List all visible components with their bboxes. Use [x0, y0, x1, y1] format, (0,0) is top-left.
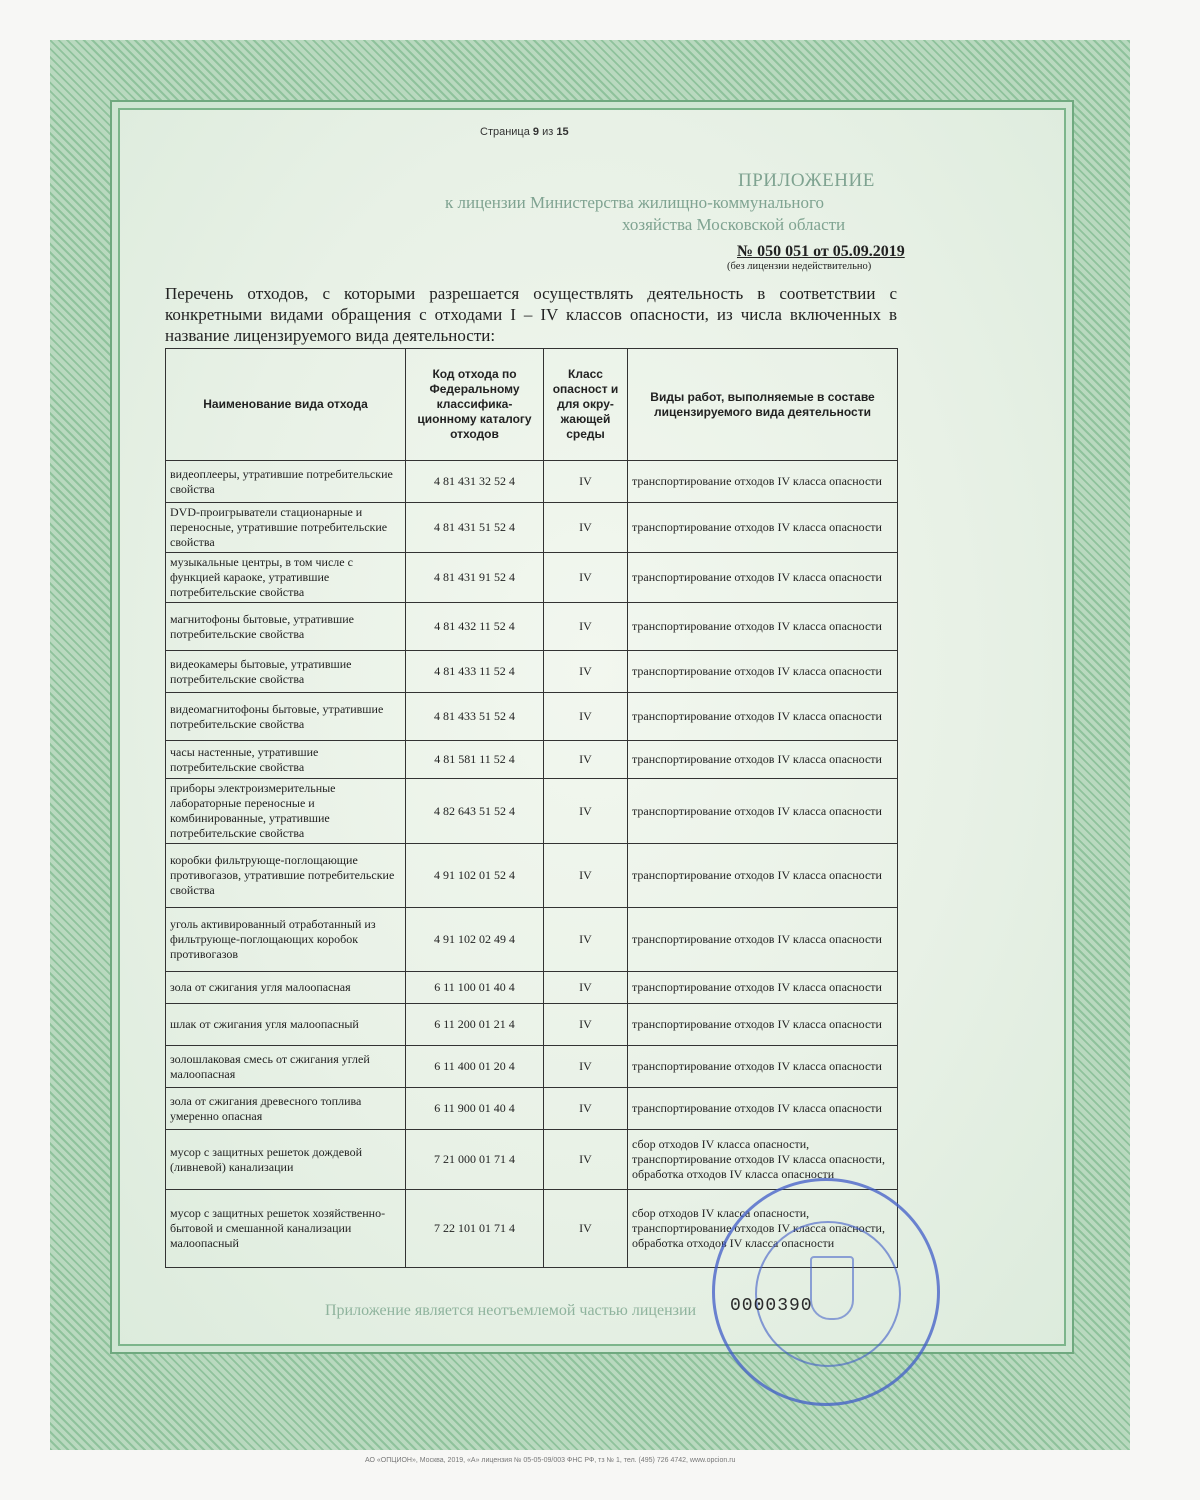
work-type-cell: транспортирование отходов IV класса опасности — [628, 603, 898, 651]
header-waste-code: Код отхода по Федеральному классифика-ционному каталогу отходов — [406, 349, 544, 461]
table-row — [166, 779, 898, 844]
work-type-cell: транспортирование отходов IV класса опасности — [628, 908, 898, 972]
license-note: (без лицензии недействительно) — [727, 261, 872, 272]
seal-emblem — [810, 1256, 854, 1320]
hazard-class-cell: IV — [544, 908, 628, 972]
table-row — [166, 1046, 898, 1088]
hazard-class-cell: IV — [544, 1190, 628, 1268]
waste-name-cell: зола от сжигания угля малоопасная — [166, 972, 406, 1004]
hazard-class-cell: IV — [544, 779, 628, 844]
waste-name-cell: магнитофоны бытовые, утратившие потребительские свойства — [166, 603, 406, 651]
footer-note: Приложение является неотъемлемой частью лицензии — [325, 1302, 697, 1319]
waste-table — [165, 348, 898, 1268]
page-number: Страница 9 из 15 — [480, 126, 569, 138]
table-row — [166, 1004, 898, 1046]
work-type-cell: транспортирование отходов IV класса опасности — [628, 503, 898, 553]
waste-code-cell: 4 91 102 01 52 4 — [406, 844, 544, 908]
waste-code-cell: 4 81 433 11 52 4 — [406, 651, 544, 693]
table-row — [166, 741, 898, 779]
waste-name-cell: мусор с защитных решеток дождевой (ливневой) канализации — [166, 1130, 406, 1190]
work-type-cell: транспортирование отходов IV класса опасности — [628, 1004, 898, 1046]
table-row — [166, 603, 898, 651]
table-row — [166, 553, 898, 603]
work-type-cell: транспортирование отходов IV класса опасности — [628, 693, 898, 741]
appendix-subtitle-line1: к лицензии Министерства жилищно-коммунального — [445, 193, 825, 212]
table-row — [166, 908, 898, 972]
waste-code-cell: 6 11 400 01 20 4 — [406, 1046, 544, 1088]
table-row — [166, 844, 898, 908]
waste-name-cell: музыкальные центры, в том числе с функцией караоке, утратившие потребительские свойства — [166, 553, 406, 603]
work-type-cell: сбор отходов IV класса опасности, транспортирование отходов IV класса опасности, обработка отходов IV класса опасности — [628, 1190, 898, 1268]
hazard-class-cell: IV — [544, 461, 628, 503]
hazard-class-cell: IV — [544, 553, 628, 603]
hazard-class-cell: IV — [544, 1130, 628, 1190]
official-seal — [712, 1178, 940, 1406]
table-row — [166, 503, 898, 553]
waste-name-cell: часы настенные, утратившие потребительские свойства — [166, 741, 406, 779]
waste-code-cell: 6 11 200 01 21 4 — [406, 1004, 544, 1046]
waste-code-cell: 4 82 643 51 52 4 — [406, 779, 544, 844]
waste-name-cell: зола от сжигания древесного топлива умеренно опасная — [166, 1088, 406, 1130]
table-row — [166, 461, 898, 503]
waste-name-cell: видеомагнитофоны бытовые, утратившие потребительские свойства — [166, 693, 406, 741]
hazard-class-cell: IV — [544, 1004, 628, 1046]
waste-name-cell: золошлаковая смесь от сжигания углей малоопасная — [166, 1046, 406, 1088]
appendix-subtitle-line2: хозяйства Московской области — [622, 215, 846, 234]
waste-code-cell: 7 21 000 01 71 4 — [406, 1130, 544, 1190]
hazard-class-cell: IV — [544, 1046, 628, 1088]
serial-number: 0000390 — [730, 1296, 813, 1316]
waste-code-cell: 4 81 431 51 52 4 — [406, 503, 544, 553]
work-type-cell: транспортирование отходов IV класса опасности — [628, 461, 898, 503]
waste-name-cell: мусор с защитных решеток хозяйственно-бытовой и смешанной канализации малоопасный — [166, 1190, 406, 1268]
work-type-cell: транспортирование отходов IV класса опасности — [628, 651, 898, 693]
waste-code-cell: 6 11 100 01 40 4 — [406, 972, 544, 1004]
work-type-cell: транспортирование отходов IV класса опасности — [628, 972, 898, 1004]
waste-name-cell: видеокамеры бытовые, утратившие потребительские свойства — [166, 651, 406, 693]
table-row — [166, 651, 898, 693]
hazard-class-cell: IV — [544, 1088, 628, 1130]
waste-code-cell: 4 81 431 91 52 4 — [406, 553, 544, 603]
waste-code-cell: 4 81 432 11 52 4 — [406, 603, 544, 651]
waste-name-cell: приборы электроизмерительные лабораторные переносные и комбинированные, утратившие потребительские свойства — [166, 779, 406, 844]
header-work-types: Виды работ, выполняемые в составе лицензируемого вида деятельности — [628, 349, 898, 461]
work-type-cell: транспортирование отходов IV класса опасности — [628, 1088, 898, 1130]
waste-code-cell: 4 81 581 11 52 4 — [406, 741, 544, 779]
header-waste-name: Наименование вида отхода — [166, 349, 406, 461]
hazard-class-cell: IV — [544, 693, 628, 741]
intro-paragraph: Перечень отходов, с которыми разрешается осуществлять деятельность в соответствии с конкретными видами обращения с отходами I – IV классов опасности, из числа включенных в название лицензируемого вида деятельности: — [165, 284, 897, 345]
waste-name-cell: DVD-проигрыватели стационарные и переносные, утратившие потребительские свойства — [166, 503, 406, 553]
work-type-cell: транспортирование отходов IV класса опасности — [628, 741, 898, 779]
work-type-cell: транспортирование отходов IV класса опасности — [628, 1046, 898, 1088]
hazard-class-cell: IV — [544, 972, 628, 1004]
hazard-class-cell: IV — [544, 503, 628, 553]
table-row — [166, 972, 898, 1004]
table-row — [166, 1088, 898, 1130]
hazard-class-cell: IV — [544, 603, 628, 651]
waste-code-cell: 6 11 900 01 40 4 — [406, 1088, 544, 1130]
table-row — [166, 1130, 898, 1190]
waste-code-cell: 4 81 433 51 52 4 — [406, 693, 544, 741]
appendix-title: ПРИЛОЖЕНИЕ — [738, 170, 875, 191]
waste-code-cell: 4 91 102 02 49 4 — [406, 908, 544, 972]
work-type-cell: транспортирование отходов IV класса опасности — [628, 553, 898, 603]
waste-name-cell: коробки фильтрующе-поглощающие противогазов, утратившие потребительские свойства — [166, 844, 406, 908]
header-hazard-class: Класс опасност и для окру-жающей среды — [544, 349, 628, 461]
waste-code-cell: 4 81 431 32 52 4 — [406, 461, 544, 503]
hazard-class-cell: IV — [544, 651, 628, 693]
work-type-cell: сбор отходов IV класса опасности, транспортирование отходов IV класса опасности, обработка отходов IV класса опасности — [628, 1130, 898, 1190]
waste-code-cell: 7 22 101 01 71 4 — [406, 1190, 544, 1268]
waste-name-cell: видеоплееры, утратившие потребительские свойства — [166, 461, 406, 503]
work-type-cell: транспортирование отходов IV класса опасности — [628, 779, 898, 844]
printer-imprint: АО «ОПЦИОН», Москва, 2019, «А» лицензия № 05-05-09/003 ФНС РФ, тз № 1, тел. (495) 726 4742, www.opcion.ru — [365, 1457, 736, 1464]
table-row — [166, 693, 898, 741]
work-type-cell: транспортирование отходов IV класса опасности — [628, 844, 898, 908]
hazard-class-cell: IV — [544, 741, 628, 779]
license-number: № 050 051 от 05.09.2019 — [737, 243, 905, 260]
waste-name-cell: уголь активированный отработанный из фильтрующе-поглощающих коробок противогазов — [166, 908, 406, 972]
waste-name-cell: шлак от сжигания угля малоопасный — [166, 1004, 406, 1046]
hazard-class-cell: IV — [544, 844, 628, 908]
